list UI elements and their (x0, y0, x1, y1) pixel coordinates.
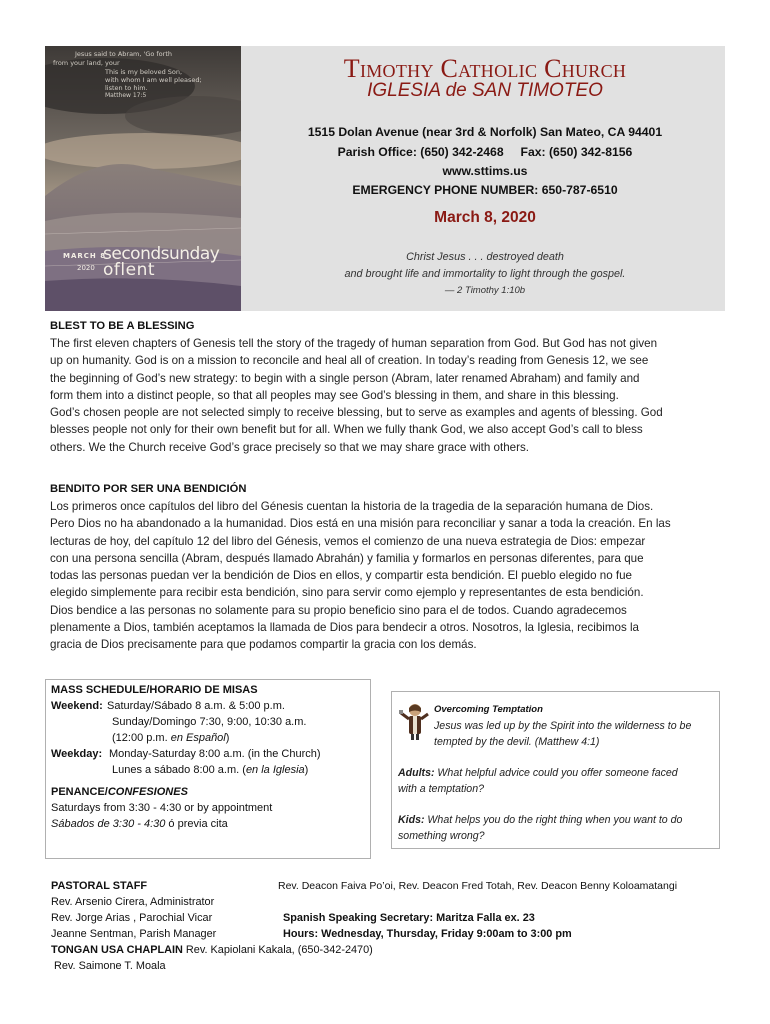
parish-manager: Jeanne Sentman, Parish Manager (51, 928, 217, 940)
text: en Español (170, 732, 226, 744)
pastoral-staff-title: PASTORAL STAFF (51, 880, 147, 892)
bulletin-date: March 8, 2020 (434, 209, 536, 226)
text-line: Dios bendice a las personas no solamente para su propio beneficio sino para el de todos. Cuando agradecemos (50, 603, 627, 617)
text-line: lecturas de hoy, del capítulo 12 del libro del Génesis, vemos el comienzo de una nueva estrategia de Dios: empezar (50, 534, 646, 548)
text: ó previa cita (165, 818, 228, 830)
cover-image (45, 46, 241, 311)
church-name: Timothy Catholic Church (343, 54, 627, 83)
cover-date: MARCH 8 (63, 252, 107, 260)
office-hours: Hours: Wednesday, Thursday, Friday 9:00am to 3:00 pm (283, 928, 572, 940)
text: PENANCE/ (51, 786, 108, 798)
weekday-spanish (112, 763, 308, 779)
cover-title: secondsunday (103, 244, 220, 264)
weekend-spanish-mass (112, 731, 229, 747)
english-section-body (50, 335, 725, 456)
cover-text-line: with whom I am well pleased; (105, 76, 202, 84)
kids-label: Kids: (398, 814, 425, 826)
tongan-chaplain (51, 944, 373, 956)
weekday-english: Monday-Saturday 8:00 a.m. (in the Church) (109, 748, 321, 760)
kids-reflection-box (391, 691, 720, 849)
text: Lunes a sábado 8:00 a.m. ( (112, 764, 246, 776)
deacons-list: Rev. Deacon Faiva Po’oi, Rev. Deacon Fred Totah, Rev. Deacon Benny Koloamatangi (278, 880, 678, 892)
text-line: gracia de Dios precisamente para que podamos compartir la gracia con los demás. (50, 638, 477, 652)
weekend-saturday: Saturday/Sábado 8 a.m. & 5:00 p.m. (107, 700, 285, 712)
text-line: elegido simplemente para recibir esta bendición, sino para servir como ejemplo y representantes de esta bendición. (50, 586, 644, 600)
church-subname: IGLESIA de SAN TIMOTEO (367, 80, 603, 101)
chaplain-label: TONGAN USA CHAPLAIN (51, 944, 183, 956)
cover-text-line: listen to him. (105, 84, 148, 92)
text: ) (225, 732, 230, 744)
cover-title-2: oflent (103, 260, 156, 280)
kids-verse-line: Jesus was led up by the Spirit into the wilderness to be (434, 720, 692, 732)
text-line: others. We the Church receive God’s grace precisely so that we may share grace with others. (50, 440, 530, 454)
chaplain-name: Rev. Saimone T. Moala (54, 960, 166, 972)
weekend-label: Weekend: (51, 700, 103, 712)
text: Rev. Kapiolani Kakala, (650-342-2470) (182, 944, 373, 956)
emergency-phone: EMERGENCY PHONE NUMBER: 650-787-6510 (352, 183, 618, 197)
cover-year: 2020 (77, 264, 95, 272)
cover-text-line: Jesus said to Abram, 'Go forth (75, 50, 172, 58)
text: (12:00 p.m. (112, 732, 171, 744)
kids-box-title: Overcoming Temptation (434, 704, 543, 715)
text: What helpful advice could you offer someone faced (434, 767, 678, 779)
cover-text-line: Matthew 17:5 (105, 92, 147, 99)
penance-spanish (51, 817, 228, 833)
scripture-citation: — 2 Timothy 1:10b (444, 285, 526, 296)
text: CONFESIONES (107, 786, 188, 798)
weekend-sunday: Sunday/Domingo 7:30, 9:00, 10:30 a.m. (112, 716, 307, 728)
text-line: up on humanity. God is on a mission to reconcile and heal all of creation. In today’s reading from Genesis 12, we see (50, 354, 649, 368)
text: What helps you do the right thing when you want to do (424, 814, 683, 826)
text-line: blesses people not only for their own benefit but for all. When we fully thank God, we also accept God’s call to bless (50, 423, 643, 437)
penance-title (51, 785, 188, 801)
website-link[interactable]: www.sttims.us (442, 164, 528, 178)
text-line: Los primeros once capítulos del libro del Génesis cuentan la historia de la tragedia de la separación humana de Dios. (50, 500, 654, 513)
spanish-secretary: Spanish Speaking Secretary: Maritza Falla ex. 23 (283, 912, 535, 924)
text-line: the beginning of God’s new strategy: to begin with a single person (Abram, later renamed Abraham) and family and (50, 371, 640, 385)
cover-text-line: This is my beloved Son, (105, 68, 183, 76)
text: Sábados de 3:30 - 4:30 (51, 818, 166, 830)
mass-schedule-box (45, 679, 371, 859)
spanish-section-title: BENDITO POR SER UNA BENDICIÓN (50, 483, 247, 495)
adults-label: Adults: (398, 767, 435, 779)
kids-question (398, 812, 682, 829)
parochial-vicar: Rev. Jorge Arias , Parochial Vicar (51, 912, 213, 924)
mass-schedule-title: MASS SCHEDULE/HORARIO DE MISAS (51, 684, 258, 696)
text-line: form them into a distinct people, so that all peoples may see God’s blessing in them, and share in this blessing. (50, 388, 619, 402)
church-address: 1515 Dolan Avenue (near 3rd & Norfolk) San Mateo, CA 94401 (307, 125, 663, 139)
text-line: todas las personas puedan ver la bendición de Dios en ellos, y compartir esta bendición. El pueblo elegido no fue (50, 569, 632, 583)
text-line: The first eleven chapters of Genesis tell the story of the tragedy of human separation from God. But God has not given (50, 337, 658, 350)
adults-question (398, 765, 678, 782)
english-section-title: BLEST TO BE A BLESSING (50, 320, 195, 332)
text-line: Pero Dios no ha abandonado a la humanidad. Dios está en una misión para reconciliar y sanar a toda la creación. En las (50, 517, 671, 531)
scripture-quote-line: Christ Jesus . . . destroyed death (406, 251, 564, 263)
adults-question-line-2: with a temptation? (398, 783, 484, 795)
text: ) (304, 764, 309, 776)
cover-text-line: from your land, your (53, 59, 120, 67)
jesus-figure-icon (398, 702, 432, 740)
scripture-quote-line: and brought life and immortality to light through the gospel. (344, 268, 626, 280)
text-line: God’s chosen people are not selected simply to receive blessing, but to serve as examples and agents of blessing. God (50, 406, 663, 420)
kids-verse-line: tempted by the devil. (Matthew 4:1) (434, 736, 600, 748)
parish-phone-fax: Parish Office: (650) 342-2468 Fax: (650) 342-8156 (337, 145, 633, 159)
penance-english: Saturdays from 3:30 - 4:30 or by appointment (51, 802, 273, 814)
administrator: Rev. Arsenio Cirera, Administrator (51, 896, 215, 908)
text-line: plenamente a Dios, también aceptamos la llamada de Dios para bendecir a otros. Nosotros, la Iglesia, recibimos la (50, 621, 640, 635)
kids-question-line-2: something wrong? (398, 830, 485, 842)
text-line: con una persona sencilla (Abram, después llamado Abrahán) y familia y formarlos en personas diferentes, para que (50, 551, 644, 565)
text: en la Iglesia (245, 764, 305, 776)
spanish-section-body (50, 498, 725, 654)
weekday-label: Weekday: (51, 748, 103, 760)
